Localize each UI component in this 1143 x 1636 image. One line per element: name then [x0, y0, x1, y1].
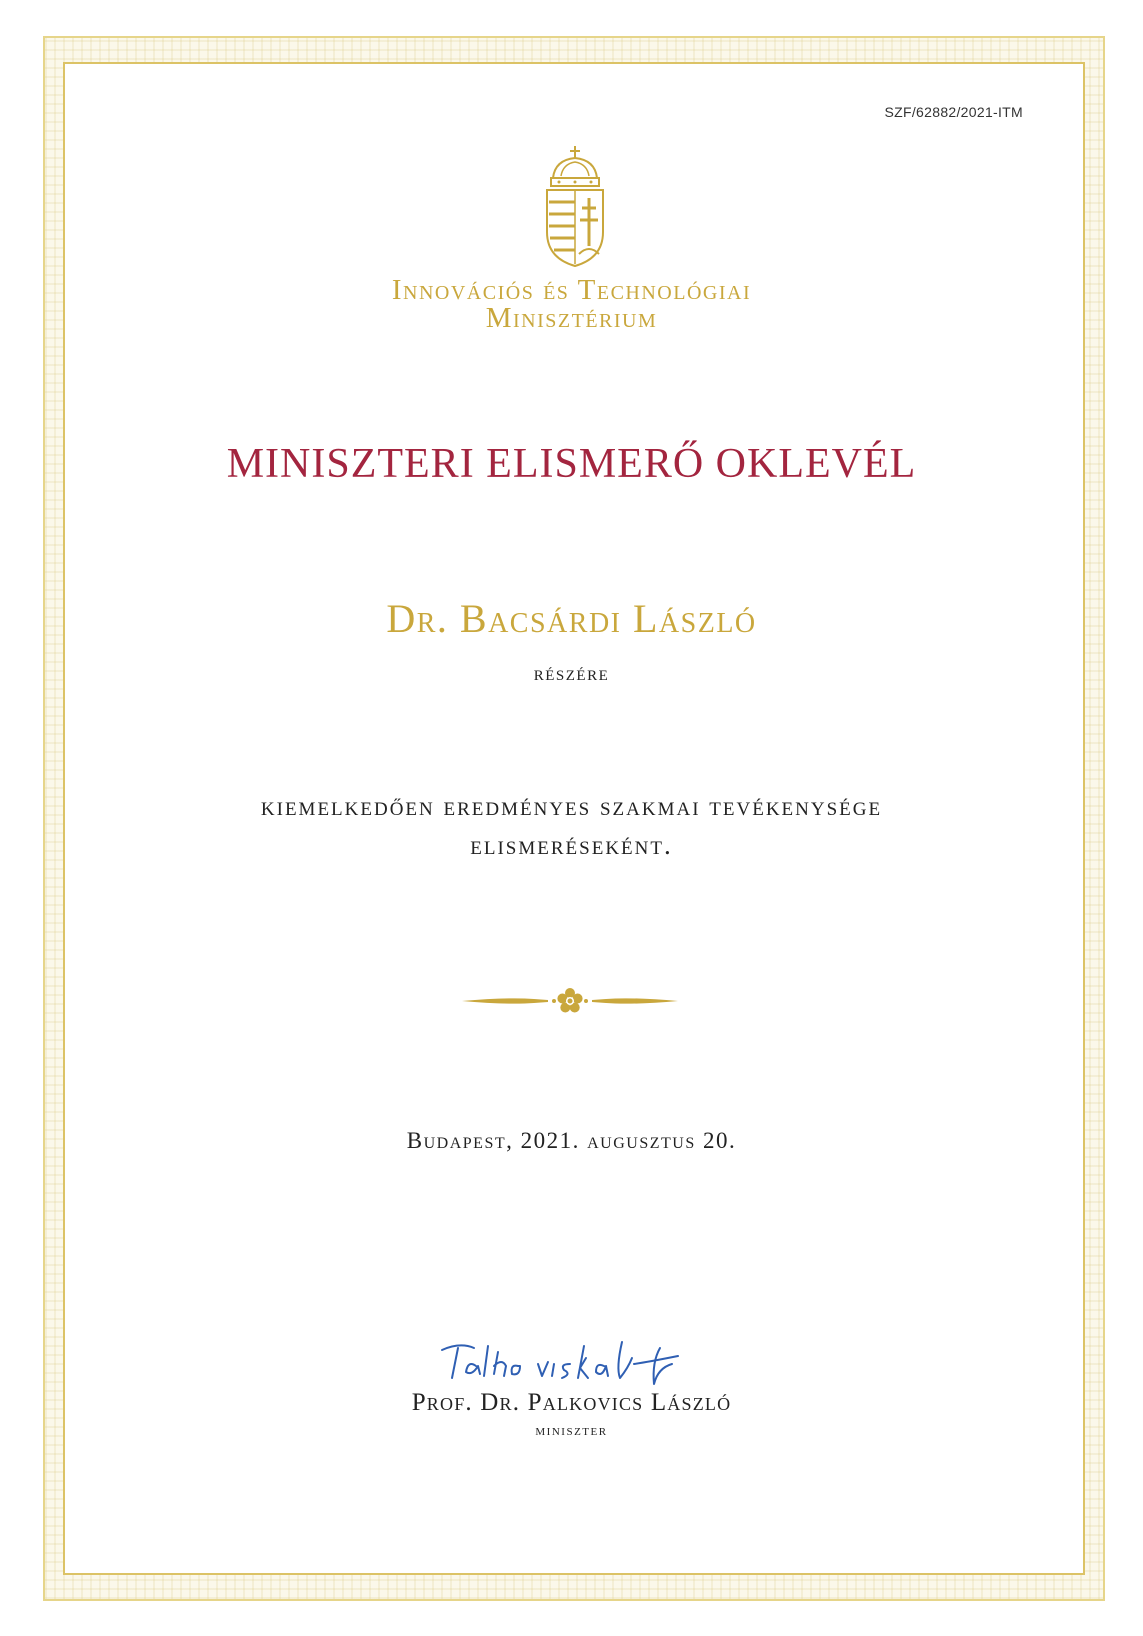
reference-number: SZF/62882/2021-ITM: [884, 104, 1023, 120]
ministry-name-line2: Minisztérium: [485, 302, 658, 334]
ministry-name-line1: Innovációs és Technológiai: [391, 274, 752, 306]
signer-name: Prof. Dr. Palkovics László: [411, 1389, 732, 1416]
floral-ornament-icon: [462, 986, 678, 1016]
reason-line2: elismeréseként.: [470, 830, 673, 860]
certificate-title: MINISZTERI ELISMERŐ OKLEVÉL: [226, 441, 917, 487]
reason-line1: kiemelkedően eredményes szakmai tevékenysége: [260, 791, 883, 821]
for-label: részére: [533, 660, 610, 685]
place-and-date: Budapest, 2021. augusztus 20.: [406, 1128, 737, 1153]
signer-role: miniszter: [535, 1422, 608, 1439]
recipient-name: Dr. Bacsárdi László: [386, 596, 757, 641]
hungarian-coat-of-arms-icon: [543, 146, 607, 268]
signature: [438, 1338, 688, 1390]
